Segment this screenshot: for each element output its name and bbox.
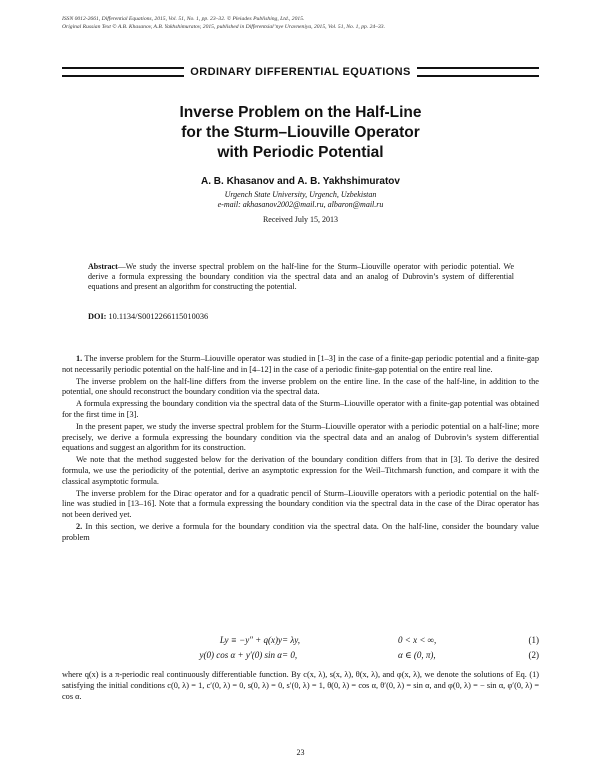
equation-2: y(0) cos α + y′(0) sin α = 0, α ∈ (0, π), (2) (62, 648, 539, 663)
email: e-mail: akhasanov2002@mail.ru, albaron@mail.ru (217, 200, 384, 209)
doi-link[interactable]: 10.1134/S0012266115010036 (108, 312, 209, 321)
equations (62, 633, 539, 663)
equation-1: Ly ≡ −y″ + q(x)y = λy, 0 < x < ∞, (1) (62, 633, 539, 648)
paragraph: The inverse problem on the half-line differs from the inverse problem on the entire line. In the case of the half-line, in addition to the potential, one should reconstruct the boundary condition via the spectral data. (62, 376, 539, 397)
authors: A. B. Khasanov and A. B. Yakhshimuratov (201, 176, 400, 187)
abstract-label: Abstract (88, 262, 118, 271)
equation-number: (1) (528, 635, 539, 645)
original-text-line: Original Russian Text © A.B. Khasanov, A.B. Yakhshimuratov, 2015, published in Differentsial’nye Uravneniya, 2015, Vol. 51, No. 1, pp. 24–33. (62, 24, 385, 30)
paragraph: where q(x) is a π-periodic real continuously differentiable function. By c(x, λ), s(x, λ), θ(x, λ), and φ(x, λ), we denote the solutions of Eq. (1) satisfying the initial conditions c(0, λ) = 1, c′(0, λ) = 0, s(0, λ) = 0, s′(0, λ) = 1, θ(0, λ) = cos α, θ′(0, λ) = sin α, and φ(0, λ) = − sin α, φ′(0, λ) = cos α. (62, 670, 539, 701)
paragraph: 2. In this section, we derive a formula for the boundary condition via the spectral data. On the half-line, consider the boundary value problem (62, 521, 539, 542)
doi: DOI: 10.1134/S0012266115010036 (88, 312, 209, 321)
abstract (88, 262, 514, 292)
equation-number: (2) (528, 650, 539, 660)
paragraph: In the present paper, we study the inverse spectral problem for the Sturm–Liouville operator with a periodic potential on a half-line; more precisely, we derive a formula expressing the boundary condition via the spectral data and an analog of Dubrovin’s system differential equations and suggest an algorithm for its construction. (62, 422, 539, 453)
journal-citation-line: ISSN 0012-2661, Differential Equations, 2015, Vol. 51, No. 1, pp. 23–32. © Pleiades Publishing, Ltd., 2015. (62, 16, 305, 22)
page-number: 23 (296, 748, 305, 757)
paragraph: 1. The inverse problem for the Sturm–Liouville operator was studied in [1–3] in the case of a finite-gap periodic potential and a finite-gap not necessarily periodic potential on the half-line and in [4–12] in the case of a periodic finite-gap potential on the entire real line. (62, 354, 539, 374)
abstract-text: —We study the inverse spectral problem on the half-line for the Sturm–Liouville operator with periodic potential. We derive a formula expressing the boundary condition via the spectral data and an analog of Dubrovin’s system of differential equations and present an algorithm for constructing the potential. (88, 262, 514, 291)
body-text (62, 354, 539, 545)
paragraph: The inverse problem for the Dirac operator and for a quadratic pencil of Sturm–Liouville operators with a periodic potential on the half-line was studied in [13–16]. Note that a formula expressing the boundary condition via the spectral data in the case of the Dirac operator has not been derived yet. (62, 488, 539, 519)
section-heading: ORDINARY DIFFERENTIAL EQUATIONS (62, 66, 539, 78)
paragraph: We note that the method suggested below for the derivation of the boundary condition differs from that in [3]. To derive the desired formula, we use the periodicity of the potential, derive an asymptotic expression for the Weil–Titchmarsh function, and compare it with the classical asymptotic formula. (62, 455, 539, 486)
paragraph: A formula expressing the boundary condition via the spectral data of the Sturm–Liouville operator with a finite-gap potential was obtained for the first time in [3]. (62, 399, 539, 419)
paper-title: Inverse Problem on the Half-Line for the Sturm–Liouville Operator with Periodic Potential (179, 104, 422, 161)
received-date: Received July 15, 2013 (262, 215, 339, 224)
affiliation: Urgench State University, Urgench, Uzbekistan (224, 190, 377, 199)
